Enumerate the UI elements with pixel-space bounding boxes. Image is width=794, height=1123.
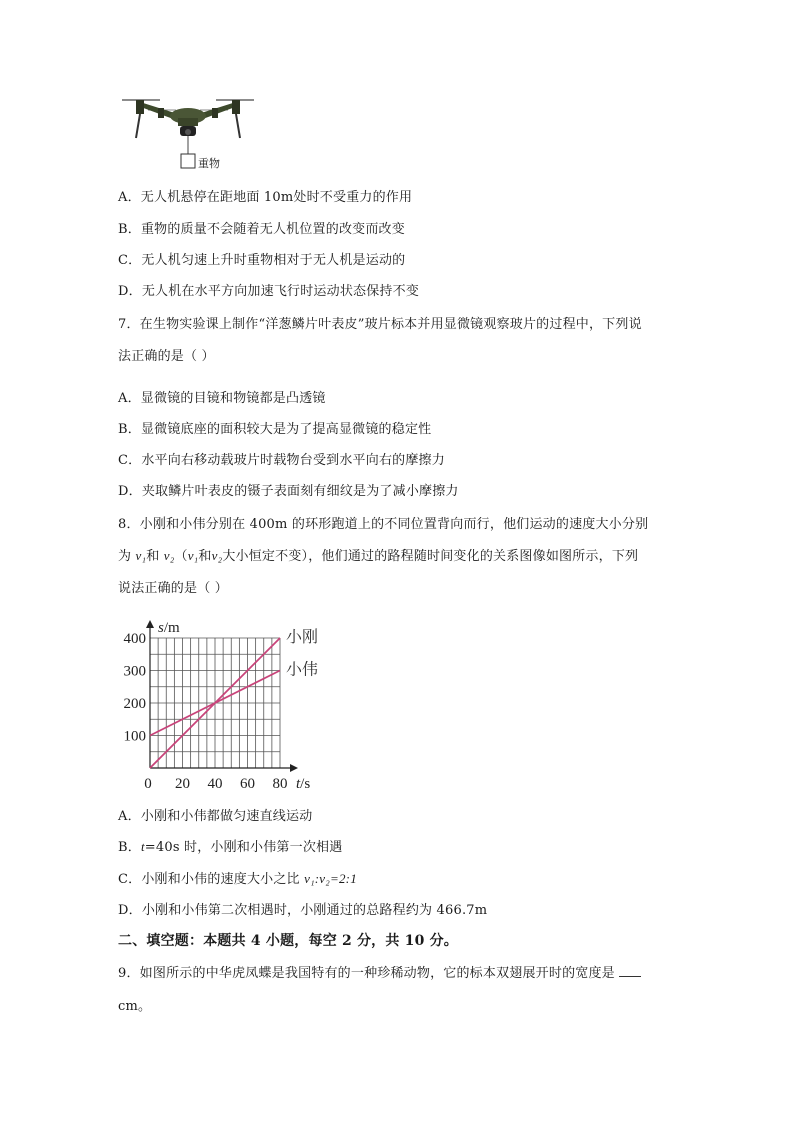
distance-time-chart [112,612,332,790]
y-axis-arrow [146,620,154,628]
q8-text-c: （ [174,549,188,564]
q7-stem-line2: 法正确的是（ ） [118,349,215,364]
v1-symbol: v₁ [135,548,147,563]
y-tick-label: 100 [123,728,146,745]
q6-option-a: A．无人机悬停在距地面 10m处时不受重力的作用 [118,190,413,205]
y-tick-label: 400 [123,631,146,647]
q8-option-c [118,868,357,887]
series-label: 小伟 [286,659,319,679]
answer-blank[interactable] [619,964,641,977]
q8-option-b [118,836,342,855]
drone-figure [118,88,258,174]
series-label: 小刚 [286,627,319,646]
q6-option-d: D．无人机在水平方向加速飞行时运动状态保持不变 [118,284,420,299]
x-axis-label: t/s [296,776,311,790]
v1-symbol-2: v₁ [187,548,199,563]
q8-option-b-text: =40s 时，小刚和小伟第一次相遇 [144,840,343,855]
section-heading: 二、填空题：本题共 4 小题，每空 2 分，共 10 分。 [118,933,459,949]
t-symbol: t [140,839,145,854]
q8-text-a: 为 [118,549,136,564]
q8-option-c-text: C．小刚和小伟的速度大小之比 [118,872,305,887]
q8-text-d: 和 [198,549,212,564]
q7-option-b: B．显微镜底座的面积较大是为了提高显微镜的稳定性 [118,422,432,437]
q8-option-c-ratio: v₁:v₂=2:1 [304,871,357,886]
q6-option-b: B．重物的质量不会随着无人机位置的改变而改变 [118,222,405,237]
q7-option-d: D．夹取鳞片叶表皮的镊子表面刻有细纹是为了减小摩擦力 [118,484,459,499]
weight-label: 重物 [198,157,220,170]
q9-line1 [118,962,641,981]
q8-stem-line2 [118,545,638,564]
y-axis-label: s/m [158,620,180,636]
q8-option-d: D．小刚和小伟第二次相遇时，小刚通过的总路程约为 466.7m [118,903,488,918]
x-axis-arrow [290,764,298,772]
q8-stem-line1: 8．小刚和小伟分别在 400m 的环形跑道上的不同位置背向而行，他们运动的速度大小分别 [118,517,649,532]
q8-stem-line3: 说法正确的是（ ） [118,581,228,596]
q7-option-c: C．水平向右移动载玻片时载物台受到水平向右的摩擦力 [118,453,445,468]
x-tick-label: 40 [207,776,223,790]
q8-option-b-prefix: B． [118,840,141,855]
q9-text: 9．如图所示的中华虎凤蝶是我国特有的一种珍稀动物，它的标本双翅展开时的宽度是 [118,966,615,981]
q8-option-a: A．小刚和小伟都做匀速直线运动 [118,809,313,824]
v2-symbol: v₂ [163,548,175,563]
y-tick-label: 200 [123,696,146,712]
x-tick-label: 0 [144,776,152,790]
q8-text-b: 和 [146,549,164,564]
y-tick-label: 300 [123,663,146,680]
drone-illustration [118,88,258,174]
q7-option-a: A．显微镜的目镜和物镜都是凸透镜 [118,391,326,406]
q8-text-e: 大小恒定不变），他们通过的路程随时间变化的关系图像如图所示，下列 [222,549,639,564]
q9-line2: cm。 [118,999,152,1014]
v2-symbol-2: v₂ [211,548,223,563]
q7-stem-line1: 7．在生物实验课上制作“洋葱鳞片叶表皮”玻片标本并用显微镜观察玻片的过程中，下列说 [118,317,642,332]
x-tick-label: 60 [240,776,255,790]
x-tick-label: 80 [272,776,288,790]
x-tick-label: 20 [175,776,190,790]
q6-option-c: C．无人机匀速上升时重物相对于无人机是运动的 [118,253,406,268]
